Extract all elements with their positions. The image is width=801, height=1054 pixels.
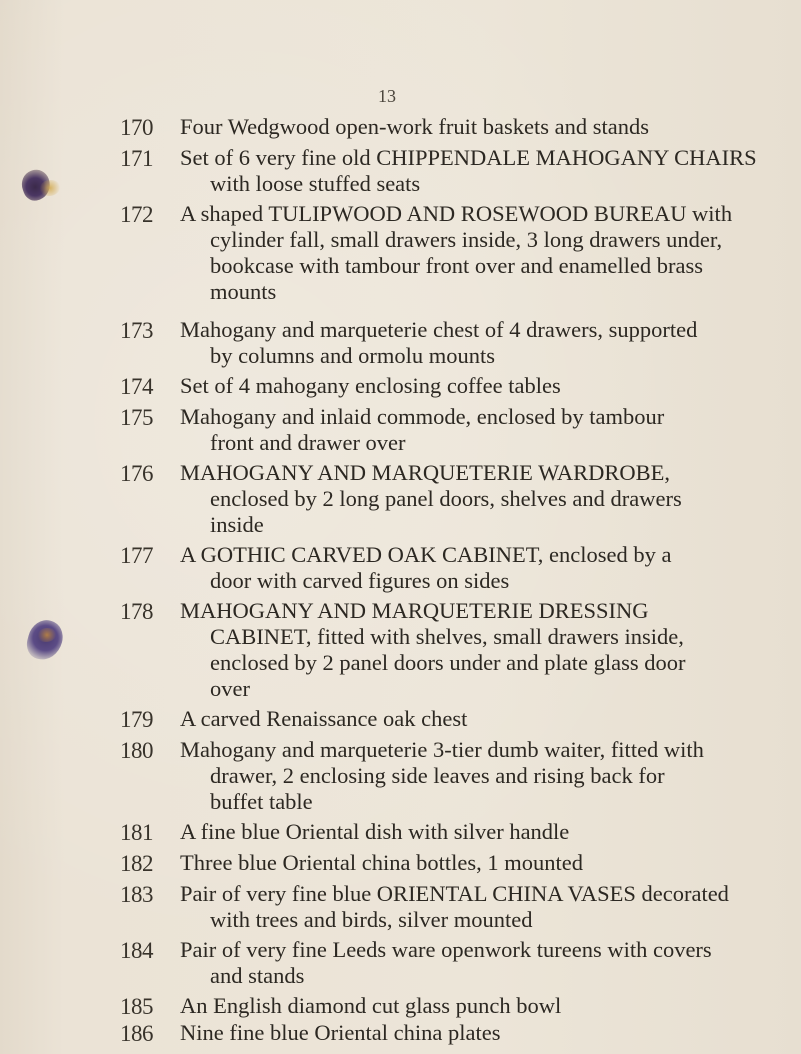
lot-number: 177 <box>120 543 153 568</box>
description-line: Set of 4 mahogany enclosing coffee tables <box>180 373 561 398</box>
lot-entry <box>0 145 801 197</box>
lot-entry <box>0 373 801 400</box>
lot-description <box>180 460 765 538</box>
lot-number: 178 <box>120 599 153 624</box>
lot-entry <box>0 737 801 815</box>
lot-description <box>180 706 765 732</box>
lot-number: 186 <box>120 1021 153 1046</box>
description-line: An English diamond cut glass punch bowl <box>180 993 562 1018</box>
lot-number: 179 <box>120 707 153 732</box>
description-line: A fine blue Oriental dish with silver handle <box>180 819 570 844</box>
description-line: door with carved figures on sides <box>210 568 510 593</box>
description-line: Three blue Oriental china bottles, 1 mounted <box>180 850 584 875</box>
lot-description <box>180 598 765 702</box>
lot-entry <box>0 819 801 846</box>
description-line: Mahogany and inlaid commode, enclosed by tambour <box>180 404 665 429</box>
lot-entry <box>0 460 801 538</box>
lot-description <box>180 145 765 197</box>
lot-number: 172 <box>120 202 153 227</box>
description-line: and stands <box>210 963 305 988</box>
lot-description <box>180 114 765 140</box>
lot-entry <box>0 114 801 141</box>
description-line: with loose stuffed seats <box>210 171 421 196</box>
description-line: Pair of very fine blue ORIENTAL CHINA VASES decorated <box>180 881 729 906</box>
lot-description <box>180 373 765 399</box>
lot-number: 185 <box>120 994 153 1019</box>
description-line: Mahogany and marqueterie chest of 4 drawers, supported <box>180 317 698 342</box>
lot-number: 183 <box>120 882 153 907</box>
description-line: Nine fine blue Oriental china plates <box>180 1020 501 1045</box>
lot-number: 173 <box>120 318 153 343</box>
description-line: by columns and ormolu mounts <box>210 343 495 368</box>
lot-description <box>180 737 765 815</box>
description-line: MAHOGANY AND MARQUETERIE WARDROBE, <box>180 460 671 485</box>
lot-description <box>180 819 765 845</box>
lot-number: 171 <box>120 146 153 171</box>
lot-number: 175 <box>120 405 153 430</box>
description-line: enclosed by 2 long panel doors, shelves and drawers <box>210 486 682 511</box>
description-line: Mahogany and marqueterie 3-tier dumb waiter, fitted with <box>180 737 704 762</box>
lot-number: 184 <box>120 938 153 963</box>
lot-entry <box>0 850 801 877</box>
lot-list <box>0 114 801 1047</box>
description-line: A carved Renaissance oak chest <box>180 706 468 731</box>
description-line: bookcase with tambour front over and enamelled brass <box>210 253 703 278</box>
lot-description <box>180 881 765 933</box>
lot-description <box>180 993 765 1019</box>
description-line: over <box>210 676 250 701</box>
page-number: 13 <box>378 86 396 106</box>
description-line: Pair of very fine Leeds ware openwork tureens with covers <box>180 937 712 962</box>
description-line: cylinder fall, small drawers inside, 3 long drawers under, <box>210 227 723 252</box>
lot-entry <box>0 993 801 1020</box>
description-line: front and drawer over <box>210 430 406 455</box>
description-line: mounts <box>210 279 277 304</box>
lot-description <box>180 1020 765 1046</box>
description-line: Four Wedgwood open-work fruit baskets and stands <box>180 114 649 139</box>
lot-entry <box>0 598 801 702</box>
lot-description <box>180 542 765 594</box>
description-line: Set of 6 very fine old CHIPPENDALE MAHOGANY CHAIRS <box>180 145 757 170</box>
lot-entry <box>0 881 801 933</box>
description-line: enclosed by 2 panel doors under and plate glass door <box>210 650 686 675</box>
lot-description <box>180 937 765 989</box>
description-line: A GOTHIC CARVED OAK CABINET, enclosed by a <box>180 542 672 567</box>
description-line: with trees and birds, silver mounted <box>210 907 533 932</box>
description-line: drawer, 2 enclosing side leaves and rising back for <box>210 763 665 788</box>
lot-entry <box>0 1020 801 1047</box>
lot-entry <box>0 201 801 305</box>
lot-number: 182 <box>120 851 153 876</box>
lot-entry <box>0 404 801 456</box>
lot-entry <box>0 317 801 369</box>
description-line: A shaped TULIPWOOD AND ROSEWOOD BUREAU with <box>180 201 733 226</box>
lot-number: 174 <box>120 374 153 399</box>
lot-description <box>180 850 765 876</box>
lot-entry <box>0 937 801 989</box>
lot-entry <box>0 542 801 594</box>
lot-number: 181 <box>120 820 153 845</box>
description-line: buffet table <box>210 789 313 814</box>
lot-number: 180 <box>120 738 153 763</box>
lot-number: 176 <box>120 461 153 486</box>
lot-description <box>180 404 765 456</box>
description-line: MAHOGANY AND MARQUETERIE DRESSING <box>180 598 649 623</box>
description-line: inside <box>210 512 264 537</box>
description-line: CABINET, fitted with shelves, small drawers inside, <box>210 624 684 649</box>
lot-description <box>180 317 765 369</box>
lot-description <box>180 201 765 305</box>
lot-entry <box>0 706 801 733</box>
lot-number: 170 <box>120 115 153 140</box>
